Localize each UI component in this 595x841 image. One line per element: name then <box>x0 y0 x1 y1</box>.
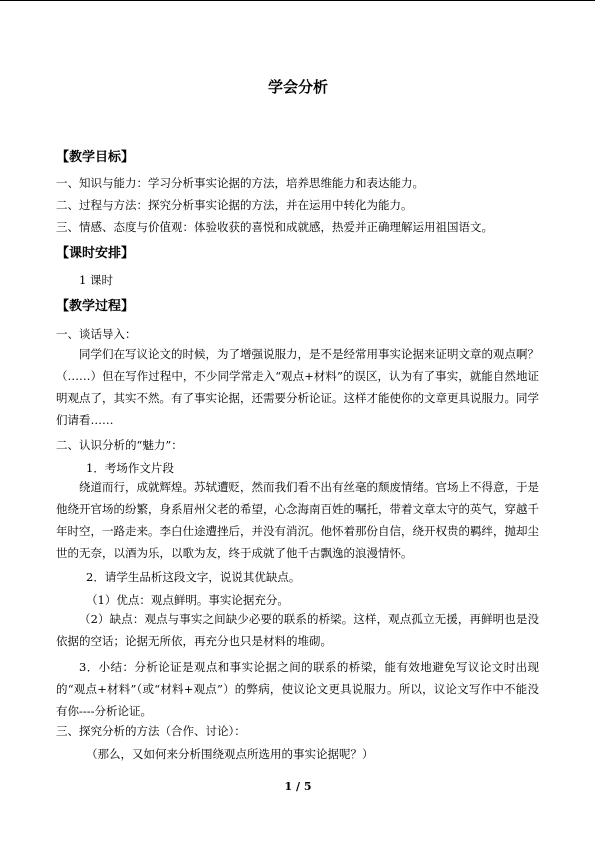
item2-title: 2．请学生品析这段文字，说说其优缺点。 <box>86 570 301 584</box>
part3-title: 三、探究分析的方法（合作、讨论）： <box>56 724 246 738</box>
top-border-line <box>0 0 595 1</box>
part3-question: （那么，又如何来分析围绕观点所选用的事实论据呢？） <box>86 747 374 761</box>
part1-paragraph: 同学们在写议论文的时候，为了增强说服力，是不是经常用事实论据来证明文章的观点啊？（……）但在写作过程中，不少同学常走入“观点+材料”的误区，认为有了事实，就能自然地证明观点了，其实不然。有了事实论据，还需要分析论证。这样才能使你的文章更具说服力。同学们请看…… <box>56 347 539 427</box>
process-heading: 【教学过程】 <box>56 299 135 314</box>
goal-item-2: 二、过程与方法：探究分析事实论据的方法，并在运用中转化为能力。 <box>56 198 413 212</box>
item1-title: 1．考场作文片段 <box>86 461 174 475</box>
part1-title: 一、谈话导入： <box>56 327 137 341</box>
page-number: 1 / 5 <box>284 780 312 793</box>
schedule-text: 1 课时 <box>79 273 113 287</box>
item2-advantage: （1）优点：观点鲜明。事实论据充分。 <box>86 593 289 607</box>
document-title: 学会分析 <box>267 78 328 96</box>
goal-item-3: 三、情感、态度与价值观：体验收获的喜悦和成就感，热爱并正确理解运用祖国语文。 <box>56 220 493 234</box>
goal-item-1: 一、知识与能力：学习分析事实论据的方法，培养思维能力和表达能力。 <box>56 176 424 190</box>
item3-summary: 3．小结：分析论证是观点和事实论据之间的联系的桥梁，能有效地避免写议论文时出现的“观点+材料”（或“材料+观点”）的弊病，使议论文更具说服力。所以，议论文写作中不能没有你----分析论证。 <box>56 660 539 718</box>
part2-title: 二、认识分析的“魅力”： <box>56 438 183 452</box>
item2-disadvantage: （2）缺点：观点与事实之间缺少必要的联系的桥梁。这样，观点孤立无援，再鲜明也是没依据的空话；论据无所依，再充分也只是材料的堆砌。 <box>56 612 539 648</box>
goals-heading: 【教学目标】 <box>56 150 135 165</box>
schedule-heading: 【课时安排】 <box>56 246 135 261</box>
item1-paragraph: 绕道而行，成就辉煌。苏轼遭贬，然而我们看不出有丝毫的颓废情绪。官场上不得意，于是他绕开官场的纷繁，身系眉州父老的希望，心念海南百姓的嘱托，带着文章太守的英气，穿越千年时空，一路走来。李白仕途遭挫后，并没有消沉。他怀着那份自信，绕开权贵的羁绊，抛却尘世的无奈，以酒为乐，以歌为友，终于成就了他千古飘逸的浪漫情怀。 <box>56 480 539 560</box>
